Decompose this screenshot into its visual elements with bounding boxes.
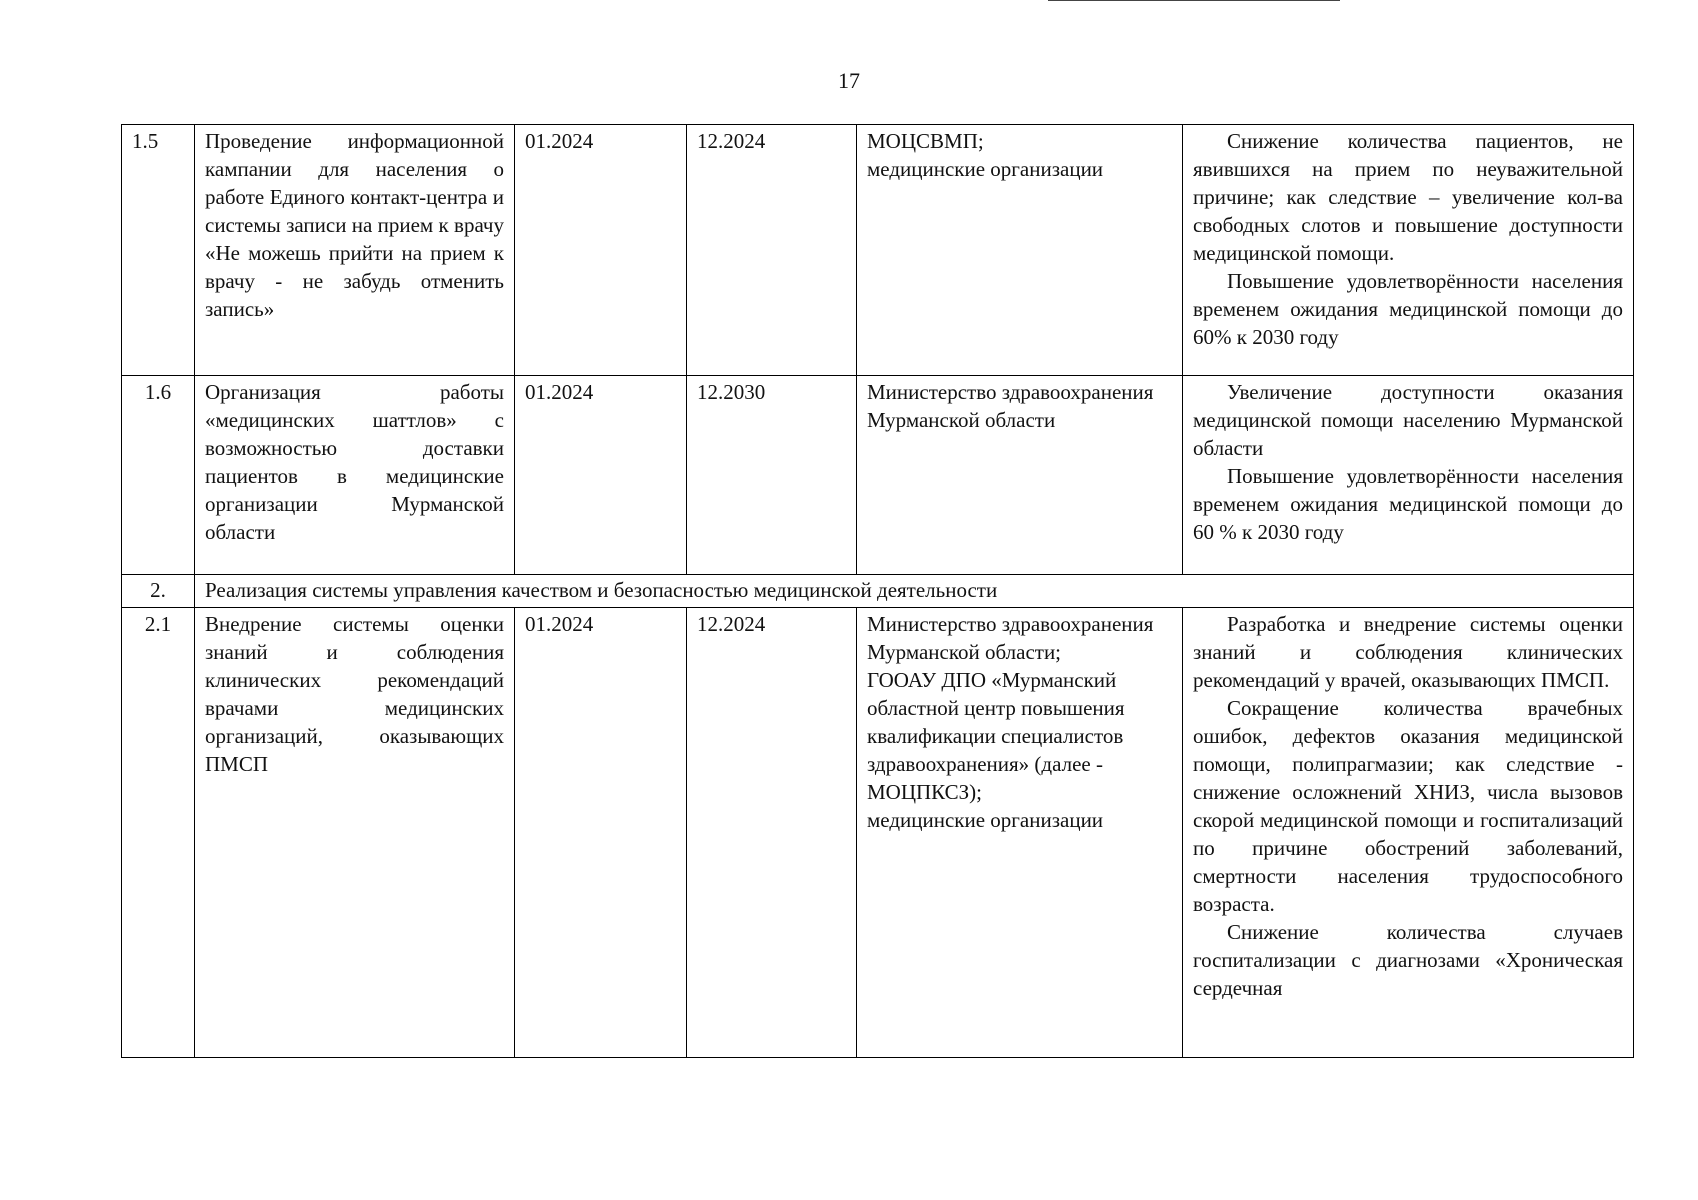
outcome-paragraph: Снижение количества случаев госпитализации с диагнозами «Хроническая сердечная <box>1193 920 1623 1000</box>
responsible-line: медицинские организации <box>867 157 1104 181</box>
section-title: Реализация системы управления качеством и безопасностью медицинской деятельности <box>195 575 1634 608</box>
plan-table <box>121 124 1634 1058</box>
outcome-paragraph: Разработка и внедрение системы оценки знаний и соблюдения клинических рекомендаций у врачей, оказывающих ПМСП. <box>1193 612 1623 692</box>
responsible-cell <box>857 608 1183 1058</box>
row-number: 1.6 <box>122 376 195 575</box>
responsible-line: МОЦСВМП; <box>867 129 984 153</box>
responsible-line: Министерство здравоохранения Мурманской области; <box>867 612 1154 664</box>
responsible-line: медицинские организации <box>867 808 1104 832</box>
outcome-paragraph: Повышение удовлетворённости населения временем ожидания медицинской помощи до 60% к 2030 году <box>1193 269 1623 349</box>
outcome-cell <box>1183 125 1634 376</box>
event-cell: Проведение информационной кампании для населения о работе Единого контакт-центра и системы записи на прием к врачу «Не можешь прийти на прием к врачу - не забудь отменить запись» <box>195 125 515 376</box>
responsible-line: Министерство здравоохранения Мурманской области <box>867 380 1154 432</box>
end-date-cell: 12.2024 <box>687 125 857 376</box>
top-rule <box>1048 0 1340 1</box>
end-date-cell: 12.2024 <box>687 608 857 1058</box>
end-date-cell: 12.2030 <box>687 376 857 575</box>
outcome-paragraph: Повышение удовлетворённости населения временем ожидания медицинской помощи до 60 % к 2030 году <box>1193 464 1623 544</box>
section-row <box>122 575 1634 608</box>
start-date-cell: 01.2024 <box>515 608 687 1058</box>
responsible-cell <box>857 125 1183 376</box>
table-row-1-5 <box>122 125 1634 376</box>
row-number: 1.5 <box>122 125 195 376</box>
start-date-cell: 01.2024 <box>515 376 687 575</box>
table-row-1-6 <box>122 376 1634 575</box>
responsible-cell <box>857 376 1183 575</box>
outcome-cell <box>1183 608 1634 1058</box>
outcome-paragraph: Сокращение количества врачебных ошибок, дефектов оказания медицинской помощи, полипрагмазии; как следствие - снижение осложнений ХНИЗ, числа вызовов скорой медицинской помощи и госпитализаций по причине обострений заболеваний, смертности населения трудоспособного возраста. <box>1193 696 1623 916</box>
outcome-cell <box>1183 376 1634 575</box>
section-number: 2. <box>122 575 195 608</box>
table-row-2-1 <box>122 608 1634 1058</box>
outcome-paragraph: Увеличение доступности оказания медицинской помощи населению Мурманской области <box>1193 380 1623 460</box>
event-cell: Внедрение системы оценки знаний и соблюдения клинических рекомендаций врачами медицинских организаций, оказывающих ПМСП <box>195 608 515 1058</box>
page-number: 17 <box>838 68 860 93</box>
row-number: 2.1 <box>122 608 195 1058</box>
event-cell: Организация работы «медицинских шаттлов» с возможностью доставки пациентов в медицинские организации Мурманской области <box>195 376 515 575</box>
start-date-cell: 01.2024 <box>515 125 687 376</box>
responsible-line: ГООАУ ДПО «Мурманский областной центр повышения квалификации специалистов здравоохранения» (далее - МОЦПКСЗ); <box>867 668 1125 804</box>
outcome-paragraph: Снижение количества пациентов, не явившихся на прием по неуважительной причине; как следствие – увеличение кол-ва свободных слотов и повышение доступности медицинской помощи. <box>1193 129 1623 265</box>
